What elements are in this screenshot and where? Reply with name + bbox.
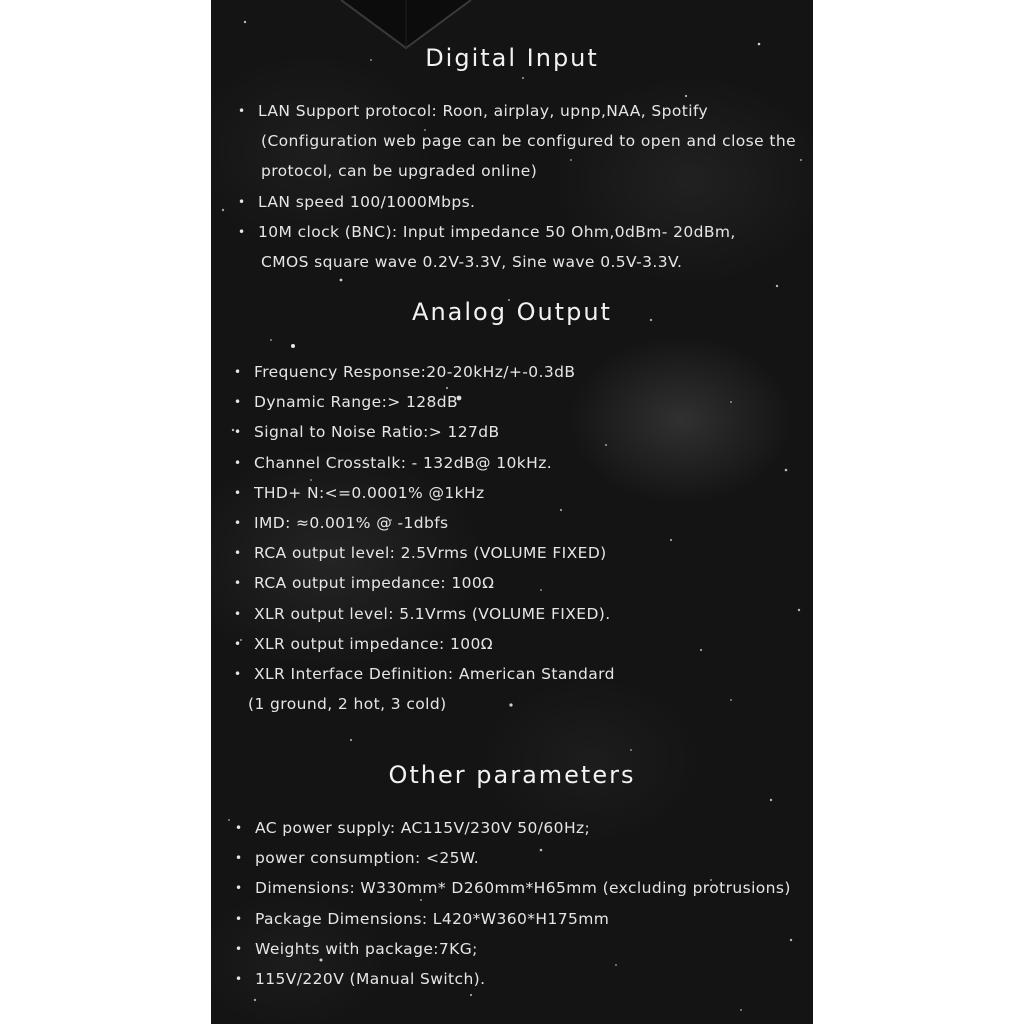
list-item: • THD+ N:<=0.0001% @1kHz [254, 478, 615, 508]
bullet-icon: • [235, 821, 243, 835]
list-item: • 10M clock (BNC): Input impedance 50 Ohm,0dBm- 20dBm, [258, 217, 796, 247]
list-item: • AC power supply: AC115V/230V 50/60Hz; [255, 813, 791, 843]
spec-panel [211, 0, 813, 1024]
list-item: • Frequency Response:20-20kHz/+-0.3dB [254, 357, 615, 387]
list-item: • RCA output impedance: 100Ω [254, 568, 615, 598]
other-parameters-list [235, 813, 791, 994]
list-item: • XLR output level: 5.1Vrms (VOLUME FIXED). [254, 599, 615, 629]
bullet-icon: • [234, 546, 242, 561]
bullet-icon: • [235, 911, 243, 926]
other-parameters-heading: Other parameters [388, 761, 636, 789]
bullet-icon: • [234, 455, 242, 470]
list-item-continuation: protocol, can be upgraded online) [261, 162, 538, 181]
bullet-icon: • [234, 576, 242, 591]
list-item: • Weights with package:7KG; [255, 934, 791, 964]
list-item: • XLR Interface Definition: American Standard [254, 659, 615, 689]
list-item: • 115V/220V (Manual Switch). [255, 964, 791, 994]
bullet-icon: • [234, 606, 242, 621]
bullet-icon: • [234, 485, 242, 500]
list-item-continuation: (Configuration web page can be configured to open and close the [261, 132, 797, 151]
list-item: • LAN Support protocol: Roon, airplay, upnp,NAA, Spotify [258, 96, 796, 126]
list-item: • XLR output impedance: 100Ω [254, 629, 615, 659]
list-item: • Channel Crosstalk: - 132dB@ 10kHz. [254, 448, 615, 478]
bullet-icon: • [235, 941, 243, 956]
bullet-icon: • [238, 194, 246, 209]
bullet-icon: • [235, 881, 243, 896]
list-item: • RCA output level: 2.5Vrms (VOLUME FIXED) [254, 538, 615, 568]
list-item: • Dimensions: W330mm* D260mm*H65mm (excluding protrusions) [255, 873, 791, 903]
bullet-icon: • [235, 851, 243, 866]
digital-input-heading: Digital Input [425, 44, 599, 72]
list-item: • Package Dimensions: L420*W360*H175mm [255, 904, 791, 934]
list-item: • Dynamic Range:> 128dB [254, 387, 615, 417]
bullet-icon: • [238, 104, 246, 118]
analog-output-list [234, 357, 615, 719]
list-item: • power consumption: <25W. [255, 843, 791, 873]
digital-input-list [238, 96, 797, 277]
list-item: • IMD: ≈0.001% @ -1dbfs [254, 508, 615, 538]
bullet-icon: • [234, 666, 242, 681]
list-item: • LAN speed 100/1000Mbps. [258, 187, 796, 217]
bullet-icon: • [235, 971, 243, 986]
bullet-icon: • [234, 365, 242, 379]
analog-output-heading: Analog Output [412, 298, 612, 326]
bullet-icon: • [234, 395, 242, 410]
bullet-icon: • [234, 425, 242, 440]
bullet-icon: • [234, 636, 242, 651]
list-item-continuation: (1 ground, 2 hot, 3 cold) [248, 695, 447, 714]
bullet-icon: • [234, 515, 242, 530]
bullet-icon: • [238, 224, 246, 239]
list-item-continuation: CMOS square wave 0.2V-3.3V, Sine wave 0.5V-3.3V. [261, 252, 683, 271]
list-item: • Signal to Noise Ratio:> 127dB [254, 417, 615, 447]
